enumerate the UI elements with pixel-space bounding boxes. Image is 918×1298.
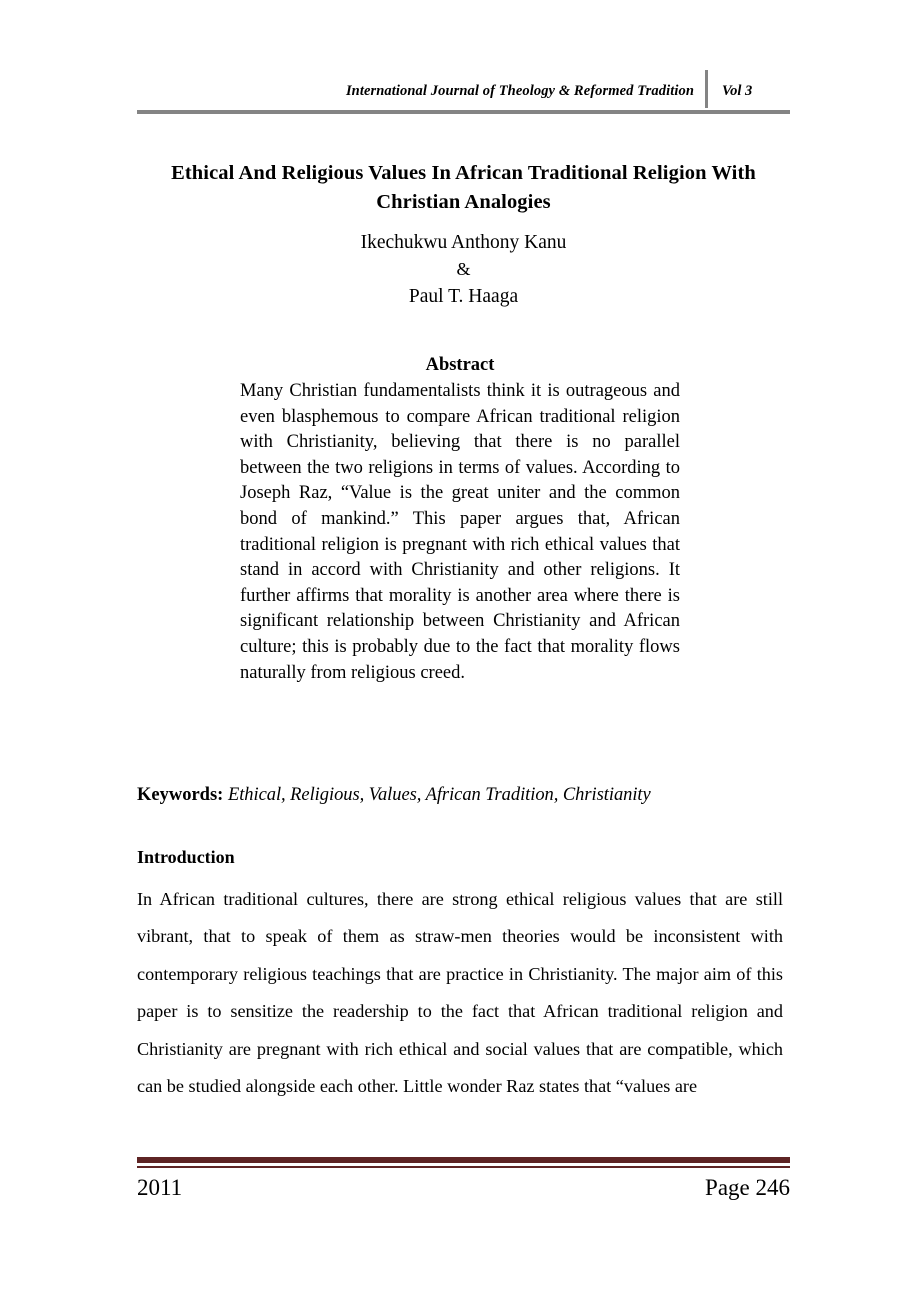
- footer-page-number: Page 246: [705, 1175, 790, 1200]
- author-block: [137, 229, 790, 310]
- author-name-first: Ikechukwu Anthony Kanu: [360, 232, 567, 253]
- footer-rule-thin: [137, 1166, 790, 1168]
- journal-title: International Journal of Theology & Reformed Tradition: [345, 82, 694, 99]
- author-name-second: Paul T. Haaga: [408, 286, 519, 307]
- page-footer: [137, 1173, 790, 1203]
- abstract-heading: Abstract: [425, 355, 495, 375]
- footer-year: 2011: [137, 1175, 183, 1200]
- running-header: [137, 74, 790, 108]
- abstract-body: Many Christian fundamentalists think it is outrageous and even blasphemous to compare African traditional religion with Christianity, believing that there is no parallel between the two religions in terms of values. According to Joseph Raz, “Value is the great uniter and the common bond of mankind.” This paper argues that, African traditional religion is pregnant with rich ethical values that stand in accord with Christianity and other religions. It further affirms that morality is another area where there is significant relationship between Christianity and African culture; this is probably due to the fact that morality flows naturally from religious creed.: [240, 381, 680, 683]
- keywords-values: Ethical, Religious, Values, African Tradition, Christianity: [227, 785, 651, 805]
- volume-label: Vol 3: [722, 82, 753, 99]
- footer-rule-thick: [137, 1157, 790, 1163]
- author-separator: &: [456, 259, 471, 279]
- introduction-paragraph: In African traditional cultures, there are strong ethical religious values that are still vibrant, that to speak of them as straw-men theories would be inconsistent with contemporary religious teachings that are practice in Christianity. The major aim of this paper is to sensitize the readership to the fact that African traditional religion and Christianity are pregnant with rich ethical and social values that are compatible, which can be studied alongside each other. Little wonder Raz states that “values are: [137, 889, 783, 1097]
- header-horizontal-rule: [137, 110, 790, 114]
- keywords-line: [137, 783, 797, 808]
- section-heading-introduction: Introduction: [137, 847, 235, 867]
- keywords-label: Keywords:: [137, 785, 224, 805]
- abstract-section: [240, 353, 680, 686]
- page-title: Ethical And Religious Values In African Traditional Religion With Christian Analogies: [171, 161, 756, 213]
